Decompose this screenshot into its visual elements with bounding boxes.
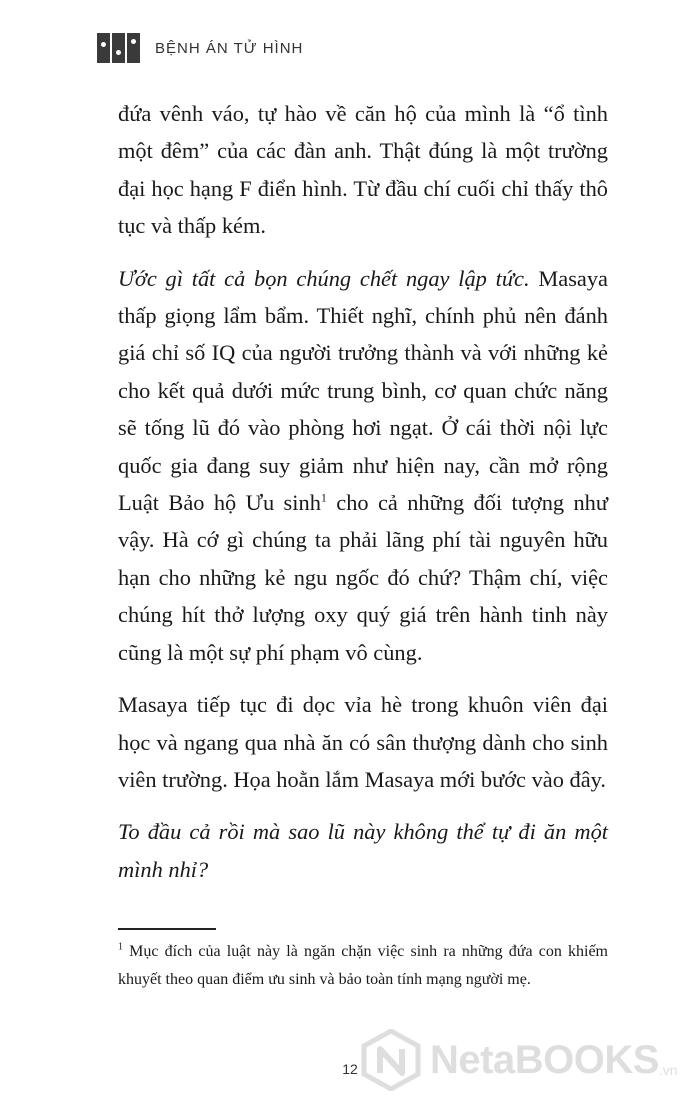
page-number: 12 — [342, 1061, 358, 1077]
paragraph-1: đứa vênh váo, tự hào về căn hộ của mình là “ổ tình một đêm” của các đàn anh. Thật đúng là một trường đại học hạng F điển hình. Từ đầu chí cuối chỉ thấy thô tục và thấp kém. — [118, 101, 608, 239]
italic-thought-1: Ước gì tất cả bọn chúng chết ngay lập tức. — [118, 265, 530, 291]
book-series-logo-icon — [97, 33, 141, 63]
paragraph-2-text-b: cho cả những đối tượng như vậy. Hà cớ gì chúng ta phải lãng phí tài nguyên hữu hạn cho những kẻ ngu ngốc đó chứ? Thậm chí, việc chúng hít thở lượng oxy quý giá trên hành tinh này cũng là một sự phí phạm vô cùng. — [118, 490, 608, 665]
running-header — [97, 30, 303, 66]
footnote-marker: 1 — [118, 941, 123, 953]
watermark — [360, 1028, 678, 1092]
paragraph-2 — [118, 260, 608, 671]
footnote-text: Mục đích của luật này là ngăn chặn việc sinh ra những đứa con khiếm khuyết theo quan điểm ưu sinh và bảo toàn tính mạng người mẹ. — [118, 943, 608, 988]
watermark-brand: NetaBOOKS — [430, 1037, 659, 1082]
footnote-divider — [118, 928, 216, 930]
netabooks-logo-icon — [360, 1029, 422, 1091]
footnote — [118, 938, 608, 994]
running-head-title: BỆNH ÁN TỬ HÌNH — [155, 39, 304, 57]
paragraph-3: Masaya tiếp tục đi dọc vỉa hè trong khuôn viên đại học và ngang qua nhà ăn có sân thượng dành cho sinh viên trường. Họa hoằn lắm Masaya mới bước vào đây. — [118, 692, 608, 792]
footnote-reference[interactable]: 1 — [320, 490, 327, 505]
paragraph-4 — [118, 813, 608, 888]
italic-thought-2: To đầu cả rồi mà sao lũ này không thể tự đi ăn một mình nhỉ? — [118, 819, 608, 882]
watermark-tld: .vn — [658, 1062, 678, 1078]
paragraph-2-text-a: Masaya thấp giọng lẩm bẩm. Thiết nghĩ, chính phủ nên đánh giá chỉ số IQ của người trưởng thành và với những kẻ cho kết quả dưới mức trung bình, cơ quan chức năng sẽ tống lũ đó vào phòng hơi ngạt. Ở cái thời nội lực quốc gia đang suy giảm như hiện nay, cần mở rộng Luật Bảo hộ Ưu sinh — [118, 265, 608, 516]
body-text — [118, 95, 608, 903]
